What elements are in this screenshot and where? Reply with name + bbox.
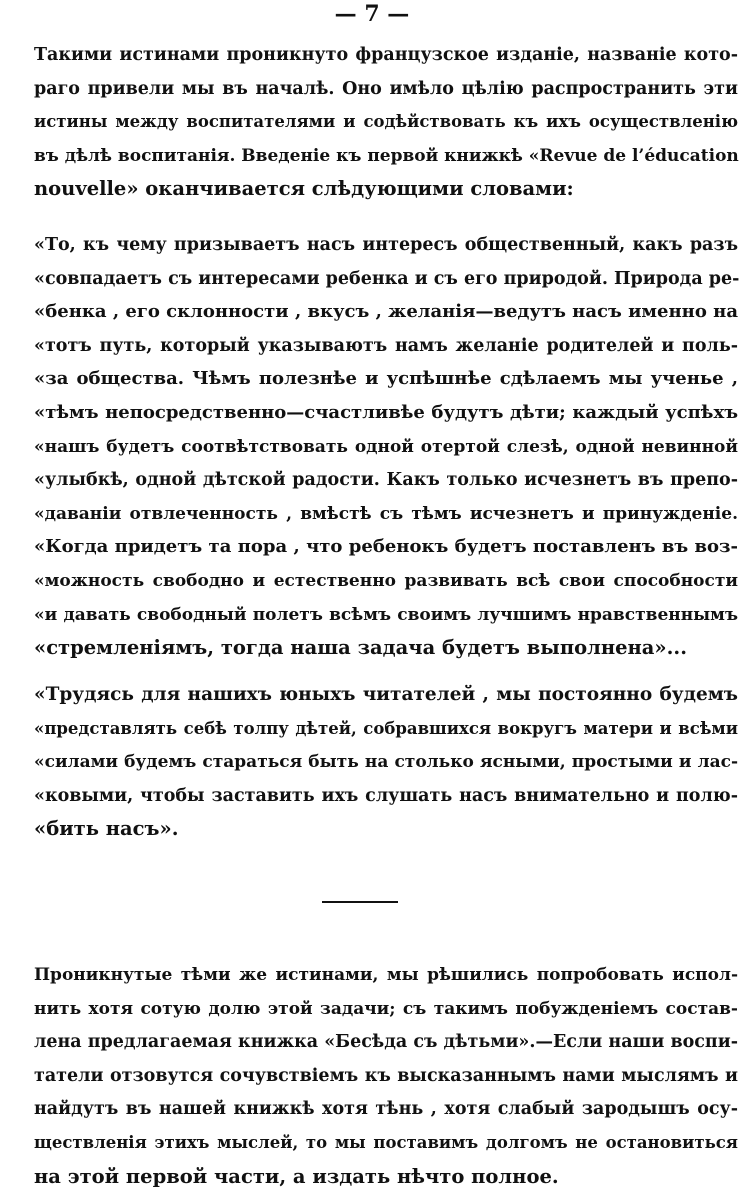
page-number: — 7 — (334, 1, 410, 27)
text-line: «бить насъ». (34, 817, 179, 840)
text-line: на этой первой части, а издать нѣчто полное. (34, 1164, 559, 1188)
text-line: «ковыми, чтобы заставить ихъ слушать насъ внимательно и полю- (34, 785, 738, 806)
text-line: лена предлагаемая книжка «Бесѣда съ дѣтьми».—Если наши воспи- (34, 1032, 738, 1053)
text-line: «за общества. Чѣмъ полезнѣе и успѣшнѣе сдѣлаемъ мы ученье , (34, 368, 738, 390)
text-line: «То, къ чему призываетъ насъ интересъ общественный, какъ разъ (34, 235, 738, 255)
text-line: «стремленіямъ, тогда наша задача будетъ выполнена»... (34, 636, 687, 660)
text-line: татели отзовутся сочувствіемъ къ высказаннымъ нами мыслямъ и (34, 1065, 738, 1086)
text-line: «даваніи отвлеченность , вмѣстѣ съ тѣмъ исчезнетъ и принужденіе. (34, 503, 738, 524)
text-line: истины между воспитателями и содѣйствовать къ ихъ осуществленію (34, 112, 738, 131)
text-line: «силами будемъ стараться быть на столько ясными, простыми и лас- (34, 752, 738, 772)
text-line: въ дѣлѣ воспитанія. Введеніе къ первой книжкѣ «Revue de l’éducation (34, 145, 739, 166)
text-line: «можность свободно и естественно развивать всѣ свои способности (34, 571, 738, 591)
text-line: «представлять себѣ толпу дѣтей, собравшихся вокругъ матери и всѣми (34, 718, 738, 738)
text-line: «тотъ путь, который указываютъ намъ желаніе родителей и поль- (34, 335, 738, 356)
text-line: раго привели мы въ началѣ. Оно имѣло цѣлію распространить эти (34, 78, 738, 99)
text-line: nouvelle» оканчивается слѣдующими словами: (34, 177, 574, 200)
text-line: найдутъ въ нашей книжкѣ хотя тѣнь , хотя слабый зародышъ осу- (34, 1099, 738, 1120)
text-line: нить хотя сотую долю этой задачи; съ такимъ побужденіемъ состав- (34, 998, 738, 1019)
text-line: «улыбкѣ, одной дѣтской радости. Какъ только исчезнетъ въ препо- (34, 470, 738, 491)
text-line: «тѣмъ непосредственно—счастливѣе будутъ дѣти; каждый успѣхъ (34, 402, 738, 423)
text-line: «совпадаетъ съ интересами ребенка и съ его природой. Природа ре- (34, 268, 740, 289)
text-line: Проникнутые тѣми же истинами, мы рѣшились попробовать испол- (34, 965, 738, 985)
section-divider (322, 901, 398, 903)
text-line: «бенка , его склонности , вкусъ , желанія—ведутъ насъ именно на (34, 301, 738, 323)
text-line: «Трудясь для нашихъ юныхъ читателей , мы постоянно будемъ (34, 684, 738, 705)
text-line: «Когда придетъ та пора , что ребенокъ будетъ поставленъ въ воз- (34, 536, 738, 558)
text-line: Такими истинами проникнуто французское изданіе, названіе кото- (34, 45, 738, 65)
text-line: «и давать свободный полетъ всѣмъ своимъ лучшимъ нравственнымъ (34, 604, 738, 625)
text-line: ществленія этихъ мыслей, то мы поставимъ долгомъ не остановиться (34, 1133, 738, 1152)
text-line: «нашъ будетъ соотвѣтствовать одной отертой слезѣ, одной невинной (34, 436, 738, 457)
